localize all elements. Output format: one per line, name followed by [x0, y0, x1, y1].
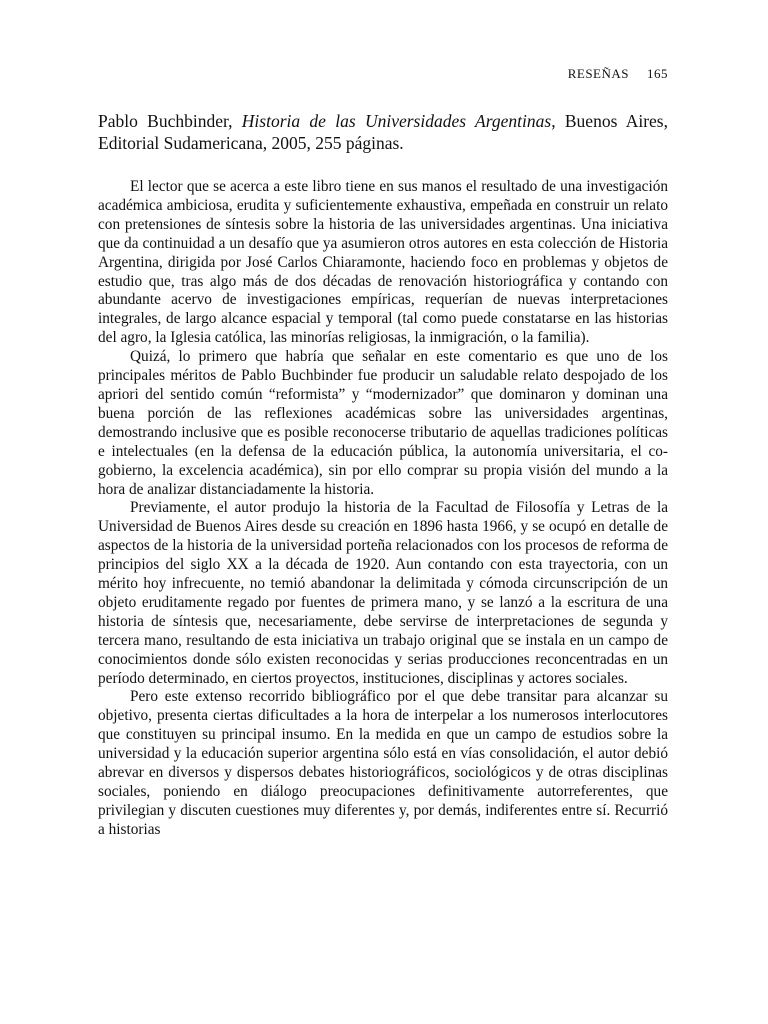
book-citation	[98, 110, 668, 154]
citation-book-title: Historia de las Universidades Argentinas	[241, 111, 552, 131]
citation-author: Pablo Buchbinder,	[98, 111, 242, 131]
page-number: 165	[647, 66, 668, 81]
citation-publication: , Buenos Aires, Editorial Sudamericana, 2005, 255 páginas.	[98, 111, 668, 153]
body-paragraph-2: Quizá, lo primero que habría que señalar en este comentario es que uno de los principales méritos de Pablo Buchbinder fue producir un saludable relato despojado de los apriori del sentido común “reformista” y “modernizador” que dominaron y dominan una buena porción de las reflexiones académicas sobre las universidades argentinas, demostrando inclusive que es posible reconocerse tributario de aquellas tradiciones políticas e intelectuales (en la defensa de la educación pública, la autonomía universitaria, el co-gobierno, la excelencia académica), sin por ello comprar su propia visión del mundo a la hora de analizar distanciadamente la historia.	[98, 348, 668, 498]
body-paragraph-1: El lector que se acerca a este libro tiene en sus manos el resultado de una investigación académica ambiciosa, erudita y suficientemente exhaustiva, empeñada en construir un relato con pretensiones de síntesis sobre la historia de las universidades argentinas. Una iniciativa que da continuidad a un desafío que ya asumieron otros autores en esta colección de Historia Argentina, dirigida por José Carlos Chiaramonte, haciendo foco en problemas y objetos de estudio que, tras algo más de dos décadas de renovación historiográfica y contando con abundante acervo de investigaciones empíricas, requerían de nuevas interpretaciones integrales, de largo alcance espacial y temporal (tal como puede constatarse en las historias del agro, la Iglesia católica, las minorías religiosas, la inmigración, o la familia).	[98, 178, 668, 347]
body-paragraph-3: Previamente, el autor produjo la historia de la Facultad de Filosofía y Letras de la Universidad de Buenos Aires desde su creación en 1896 hasta 1966, y se ocupó en detalle de aspectos de la historia de la universidad porteña relacionados con los procesos de reforma de principios del siglo XX a la década de 1920. Aun contando con esta trayectoria, con un mérito hoy infrecuente, no temió abandonar la delimitada y cómoda circunscripción de un objeto eruditamente regado por fuentes de primera mano, y se lanzó a la escritura de una historia de síntesis que, necesariamente, debe servirse de interpretaciones de segunda y tercera mano, resultando de esta iniciativa un trabajo original que se instala en un campo de conocimientos donde sólo existen reconocidas y serias producciones reconcentradas en un período determinado, en ciertos proyectos, instituciones, disciplinas y actores sociales.	[98, 499, 668, 687]
section-title: RESEÑAS	[567, 66, 629, 81]
review-body	[98, 178, 668, 840]
body-paragraph-4: Pero este extenso recorrido bibliográfico por el que debe transitar para alcanzar su objetivo, presenta ciertas dificultades a la hora de interpelar a los numerosos interlocutores que constituyen su principal insumo. En la medida en que un campo de estudios sobre la universidad y la educación superior argentina sólo está en vías consolidación, el autor debió abrevar en diversos y dispersos debates historiográficos, sociológicos y de otras disciplinas sociales, poniendo en diálogo preocupaciones definitivamente autorreferentes, que privilegian y discuten cuestiones muy diferentes y, por demás, indiferentes entre sí. Recurrió a historias	[98, 688, 668, 838]
running-header	[568, 66, 668, 82]
